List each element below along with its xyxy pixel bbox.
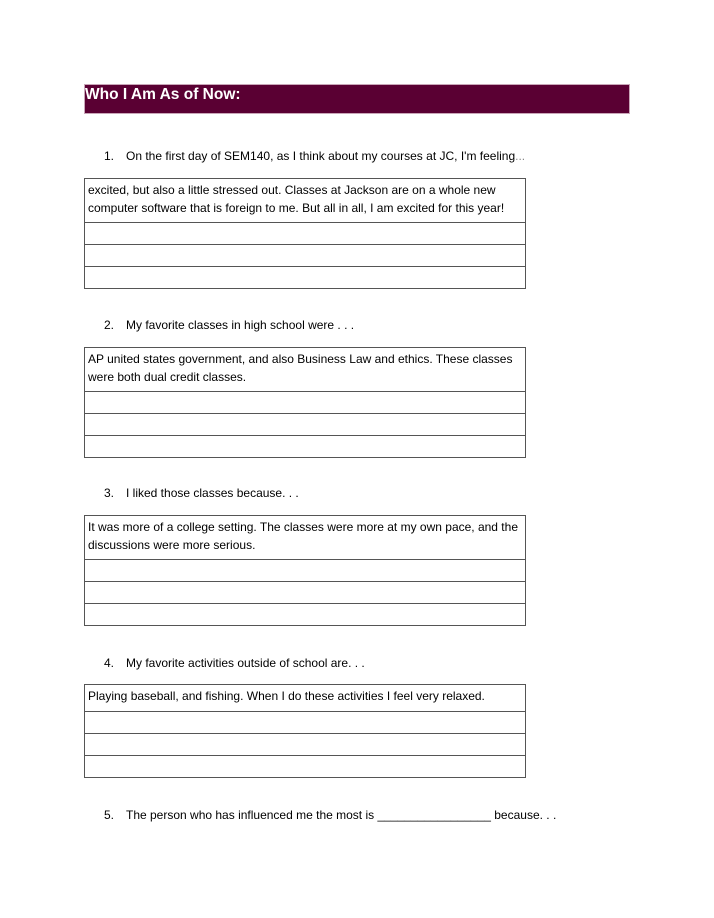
answer-table-3: [84, 515, 526, 626]
answer-blank-line[interactable]: [85, 245, 526, 267]
answer-table-1: [84, 178, 526, 289]
question-1: [104, 149, 525, 163]
answer-cell[interactable]: excited, but also a little stressed out. Classes at Jackson are on a whole new computer software that is foreign to me. But all in all, I am excited for this year!: [85, 179, 526, 223]
question-prompt: My favorite classes in high school were . . .: [126, 318, 355, 332]
question-prompt: I liked those classes because. . .: [126, 486, 299, 500]
question-prompt-ellipsis: ...: [515, 149, 526, 163]
answer-cell[interactable]: AP united states government, and also Business Law and ethics. These classes were both dual credit classes.: [85, 348, 526, 392]
answer-blank-line[interactable]: [85, 756, 526, 778]
answer-blank-line[interactable]: [85, 604, 526, 626]
answer-blank-line[interactable]: [85, 223, 526, 245]
answer-blank-line[interactable]: [85, 582, 526, 604]
answer-blank-line[interactable]: [85, 560, 526, 582]
answer-blank-line[interactable]: [85, 734, 526, 756]
answer-blank-line[interactable]: [85, 267, 526, 289]
question-number: 4.: [104, 656, 115, 670]
question-5: [104, 808, 556, 822]
answer-blank-line[interactable]: [85, 392, 526, 414]
question-2: [104, 318, 354, 332]
section-header-bar: [84, 84, 630, 114]
question-number: 1.: [104, 149, 115, 163]
question-prompt: On the first day of SEM140, as I think about my courses at JC, I'm feeling: [126, 149, 516, 163]
question-4: [104, 656, 365, 670]
answer-blank-line[interactable]: [85, 712, 526, 734]
question-prompt: The person who has influenced me the most is _________________ because. . .: [126, 808, 557, 822]
question-number: 3.: [104, 486, 115, 500]
answer-blank-line[interactable]: [85, 414, 526, 436]
question-prompt: My favorite activities outside of school are. . .: [126, 656, 365, 670]
answer-cell[interactable]: It was more of a college setting. The classes were more at my own pace, and the discussions were more serious.: [85, 516, 526, 560]
answer-table-4: [84, 684, 526, 778]
question-number: 2.: [104, 318, 115, 332]
section-title: Who I Am As of Now:: [85, 86, 241, 103]
answer-cell[interactable]: Playing baseball, and fishing. When I do these activities I feel very relaxed.: [85, 685, 526, 712]
answer-table-2: [84, 347, 526, 458]
question-number: 5.: [104, 808, 115, 822]
question-3: [104, 486, 299, 500]
answer-blank-line[interactable]: [85, 436, 526, 458]
